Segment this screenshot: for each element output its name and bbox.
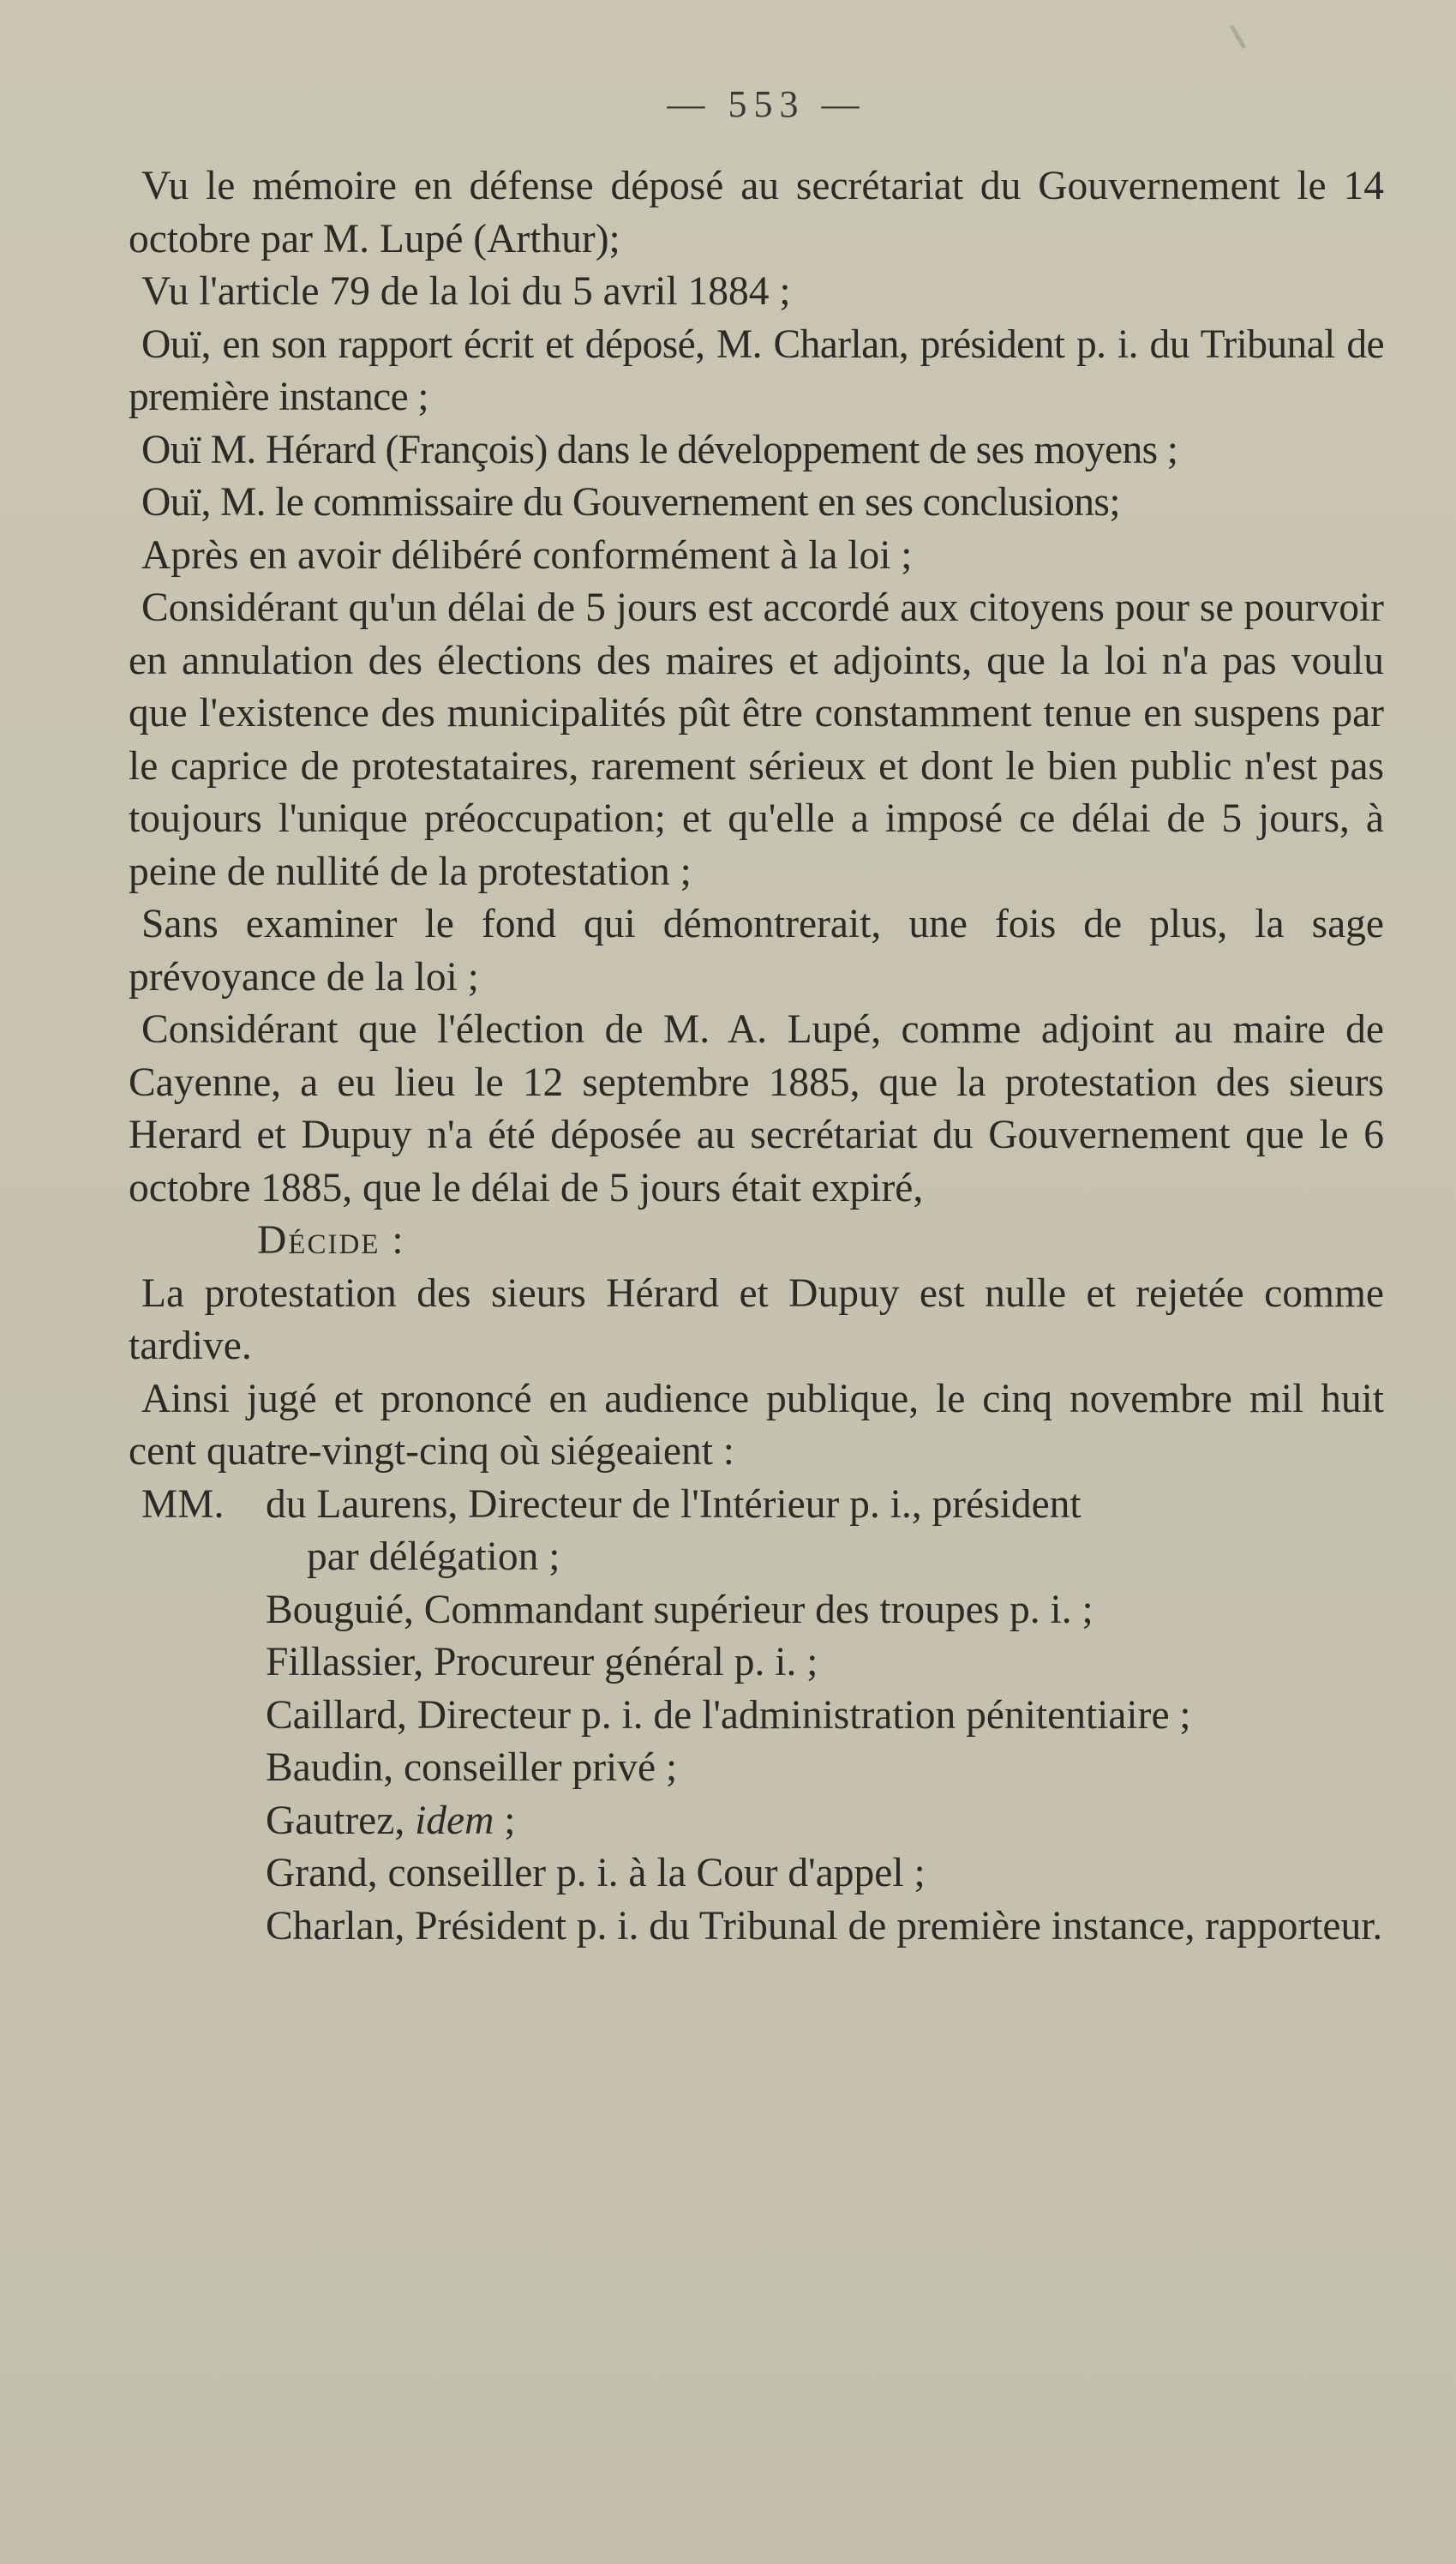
paragraph-delibere: Après en avoir délibéré conformément à la loi ; (141, 532, 913, 578)
member-fillassier: Fillassier, Procureur général p. i. ; (266, 1640, 818, 1684)
member-grand: Grand, conseiller p. i. à la Cour d'appel ; (266, 1851, 926, 1895)
paragraph-considerant-delai: Considérant qu'un délai de 5 jours est accordé aux citoyens pour se pourvoir en annulation des élections des maires et adjoints, que la loi n'a pas voulu que l'existence des municipalités pût être constamment tenue en suspens par le caprice de protestataires, rarement sérieux et dont le bien public n'est pas toujours l'unique préoccupation; et qu'elle a imposé ce délai de 5 jours, à peine de nullité de la protestation ; (129, 585, 1384, 894)
member-du-laurens-text: du Laurens, Directeur de l'Intérieur p. i., président (266, 1481, 1082, 1527)
paragraph-protestation-nulle: La protestation des sieurs Hérard et Dupuy est nulle et rejetée comme tardive. (129, 1270, 1384, 1368)
paragraph-herard: Ouï M. Hérard (François) dans le développement de ses moyens ; (141, 427, 1178, 472)
member-caillard: Caillard, Directeur p. i. de l'administration pénitentiaire ; (266, 1692, 1191, 1738)
members-list (129, 1479, 1384, 1954)
member-baudin: Baudin, conseiller privé ; (266, 1745, 678, 1790)
members-prefix: MM. (141, 1481, 225, 1527)
paragraph-memoire: Vu le mémoire en défense déposé au secrétariat du Gouvernement le 14 octobre par M. Lupé (Arthur); (129, 164, 1384, 261)
paragraph-considerant-election: Considérant que l'élection de M. A. Lupé, comme adjoint au maire de Cayenne, a eu lieu le 12 septembre 1885, que la protestation des sieurs Herard et Dupuy n'a été déposée au secrétariat du Gouvernement que le 6 octobre 1885, que le délai de 5 jours était expiré, (129, 1007, 1384, 1210)
paragraph-sans-examiner: Sans examiner le fond qui démontrerait, une fois de plus, la sage prévoyance de la loi ; (129, 902, 1384, 1000)
paper-mark (1230, 25, 1246, 49)
paragraph-ainsi-juge: Ainsi jugé et prononcé en audience publique, le cinq novembre mil huit cent quatre-vingt-cinq où siégeaient : (129, 1376, 1384, 1474)
member-du-laurens (129, 1479, 1384, 1584)
paragraph-rapport: Ouï, en son rapport écrit et déposé, M. Charlan, président p. i. du Tribunal de première instance ; (129, 321, 1384, 419)
decide-label: Décide : (257, 1218, 405, 1263)
paragraph-article: Vu l'article 79 de la loi du 5 avril 1884 ; (141, 269, 791, 314)
member-gautrez-name: Gautrez, (266, 1798, 405, 1843)
member-gautrez-end: ; (504, 1798, 516, 1843)
member-gautrez-idem: idem (415, 1798, 494, 1843)
page-number: — 553 — (667, 83, 866, 125)
document-body (129, 160, 1384, 1953)
member-bouguie: Bouguié, Commandant supérieur des troupes p. i. ; (266, 1587, 1093, 1632)
paragraph-commissaire: Ouï, M. le commissaire du Gouvernement en ses conclusions; (141, 480, 1120, 525)
member-du-laurens-cont: par délégation ; (307, 1534, 560, 1579)
member-charlan: Charlan, Président p. i. du Tribunal de première instance, rapporteur. (266, 1903, 1383, 1949)
member-gautrez (129, 1795, 1384, 1848)
decide-heading (129, 1215, 1384, 1268)
